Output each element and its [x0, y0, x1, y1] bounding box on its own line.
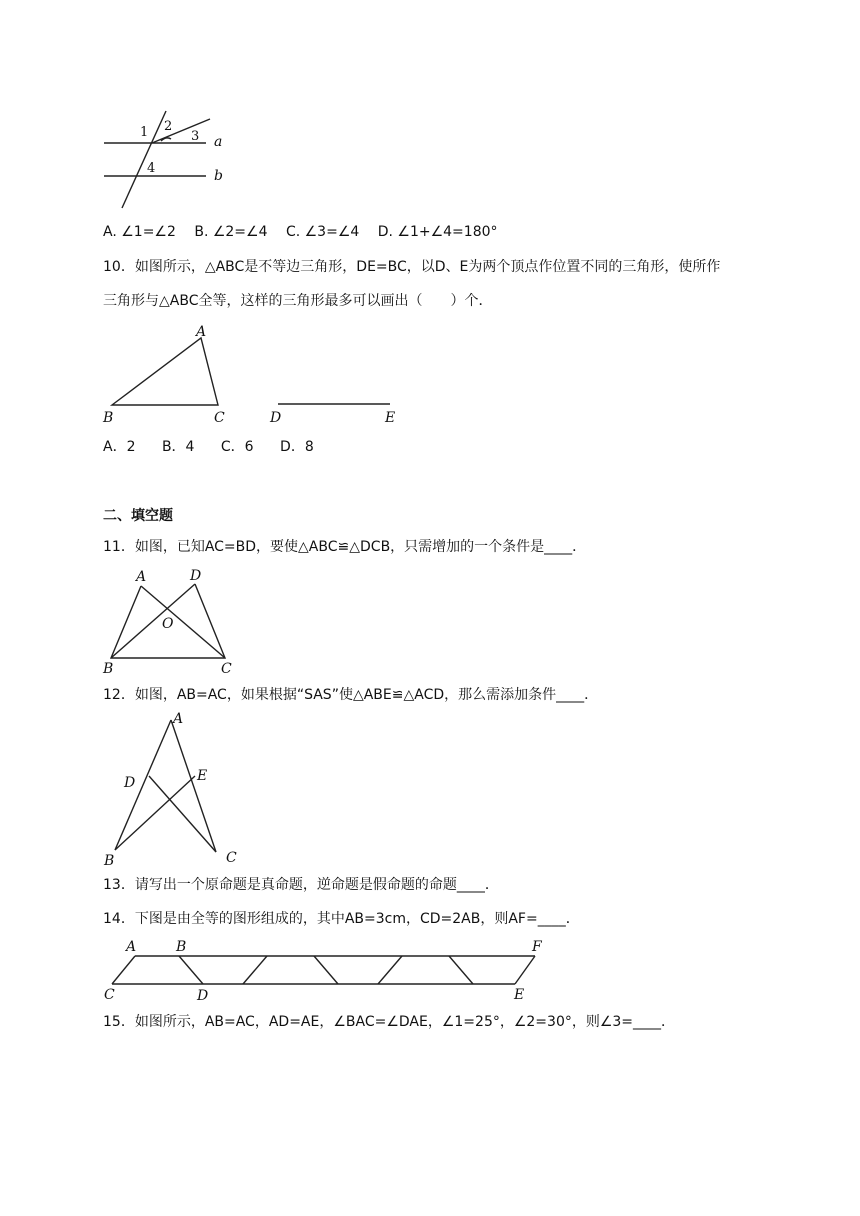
- q9-option-c[interactable]: C. ∠3=∠4: [285, 224, 360, 240]
- edge-bd: [179, 956, 203, 984]
- q12-label-e: E: [197, 768, 208, 784]
- q10-option-d[interactable]: D．8: [280, 439, 314, 455]
- section-title: 二、填空题: [103, 508, 173, 524]
- q14-label-b: B: [176, 939, 187, 955]
- q14-label-d: D: [197, 988, 209, 1004]
- angle-2-label: 2: [164, 119, 173, 134]
- q12-label-c: C: [226, 850, 237, 866]
- q14-label-e: E: [514, 987, 525, 1003]
- q11-label-d: D: [190, 568, 202, 584]
- q9-options: [103, 222, 498, 242]
- side-ac: [171, 720, 216, 852]
- q9-option-b[interactable]: B. ∠2=∠4: [194, 224, 268, 240]
- q10-options: [103, 437, 314, 457]
- q10-label-d: D: [270, 410, 282, 426]
- q10-option-c[interactable]: C．6: [220, 439, 254, 455]
- q10-label-a: A: [196, 324, 207, 340]
- q11-label-b: B: [103, 661, 114, 677]
- edge-3: [243, 956, 267, 984]
- line-b-label: b: [214, 168, 223, 184]
- q14-label-c: C: [104, 987, 115, 1003]
- q13-text: 13．请写出一个原命题是真命题，逆命题是假命题的命题____．: [103, 877, 499, 893]
- q10-label-c: C: [214, 410, 225, 426]
- q14-label-f: F: [532, 939, 542, 955]
- q14-label-a: A: [126, 939, 137, 955]
- q12-label-d: D: [124, 775, 136, 791]
- q12-text: 12．如图，AB=AC，如果根据“SAS”使△ABE≌△ACD，那么需添加条件____．: [103, 687, 599, 703]
- angle-3-label: 3: [191, 129, 200, 144]
- edge-6: [449, 956, 473, 984]
- q11-text: 11．如图，已知AC=BD，要使△ABC≌△DCB，只需增加的一个条件是____．: [103, 539, 587, 555]
- edge-4: [314, 956, 338, 984]
- q10-figure: [100, 322, 400, 430]
- angle-1-label: 1: [140, 125, 149, 140]
- q10-option-b[interactable]: B．4: [161, 439, 195, 455]
- edge-fe: [515, 956, 535, 984]
- q15-text: 15．如图所示，AB=AC，AD=AE，∠BAC=∠DAE，∠1=25°，∠2=30°，则∠3=____．: [103, 1014, 676, 1030]
- q10-label-e: E: [385, 410, 396, 426]
- angle-4-label: 4: [147, 161, 156, 176]
- q10-text-line1: 10．如图所示，△ABC是不等边三角形，DE=BC，以D、E为两个顶点作位置不同的三角形，使所作: [103, 259, 721, 275]
- q12-label-a: A: [173, 711, 184, 727]
- diagonal-ac: [141, 586, 225, 658]
- line-a-label: a: [214, 134, 223, 150]
- triangle-abc: [112, 338, 218, 405]
- q12-figure: [100, 708, 250, 870]
- edge-5: [378, 956, 402, 984]
- q12-label-b: B: [104, 853, 115, 869]
- q10-text-line2: 三角形与△ABC全等，这样的三角形最多可以画出（ ）个．: [103, 293, 493, 309]
- q9-option-a[interactable]: A. ∠1=∠2: [103, 224, 176, 240]
- q14-figure: [100, 936, 550, 1002]
- q10-option-a[interactable]: A．2: [103, 439, 136, 455]
- q14-text: 14．下图是由全等的图形组成的，其中AB=3cm，CD=2AB，则AF=____．: [103, 911, 580, 927]
- edge-ac: [112, 956, 135, 984]
- q11-figure: [100, 566, 240, 678]
- q11-label-a: A: [136, 569, 147, 585]
- q9-figure: [100, 108, 240, 210]
- q11-label-c: C: [221, 661, 232, 677]
- q9-option-d[interactable]: D. ∠1+∠4=180°: [377, 224, 498, 240]
- q11-label-o: O: [162, 616, 174, 632]
- q10-label-b: B: [103, 410, 114, 426]
